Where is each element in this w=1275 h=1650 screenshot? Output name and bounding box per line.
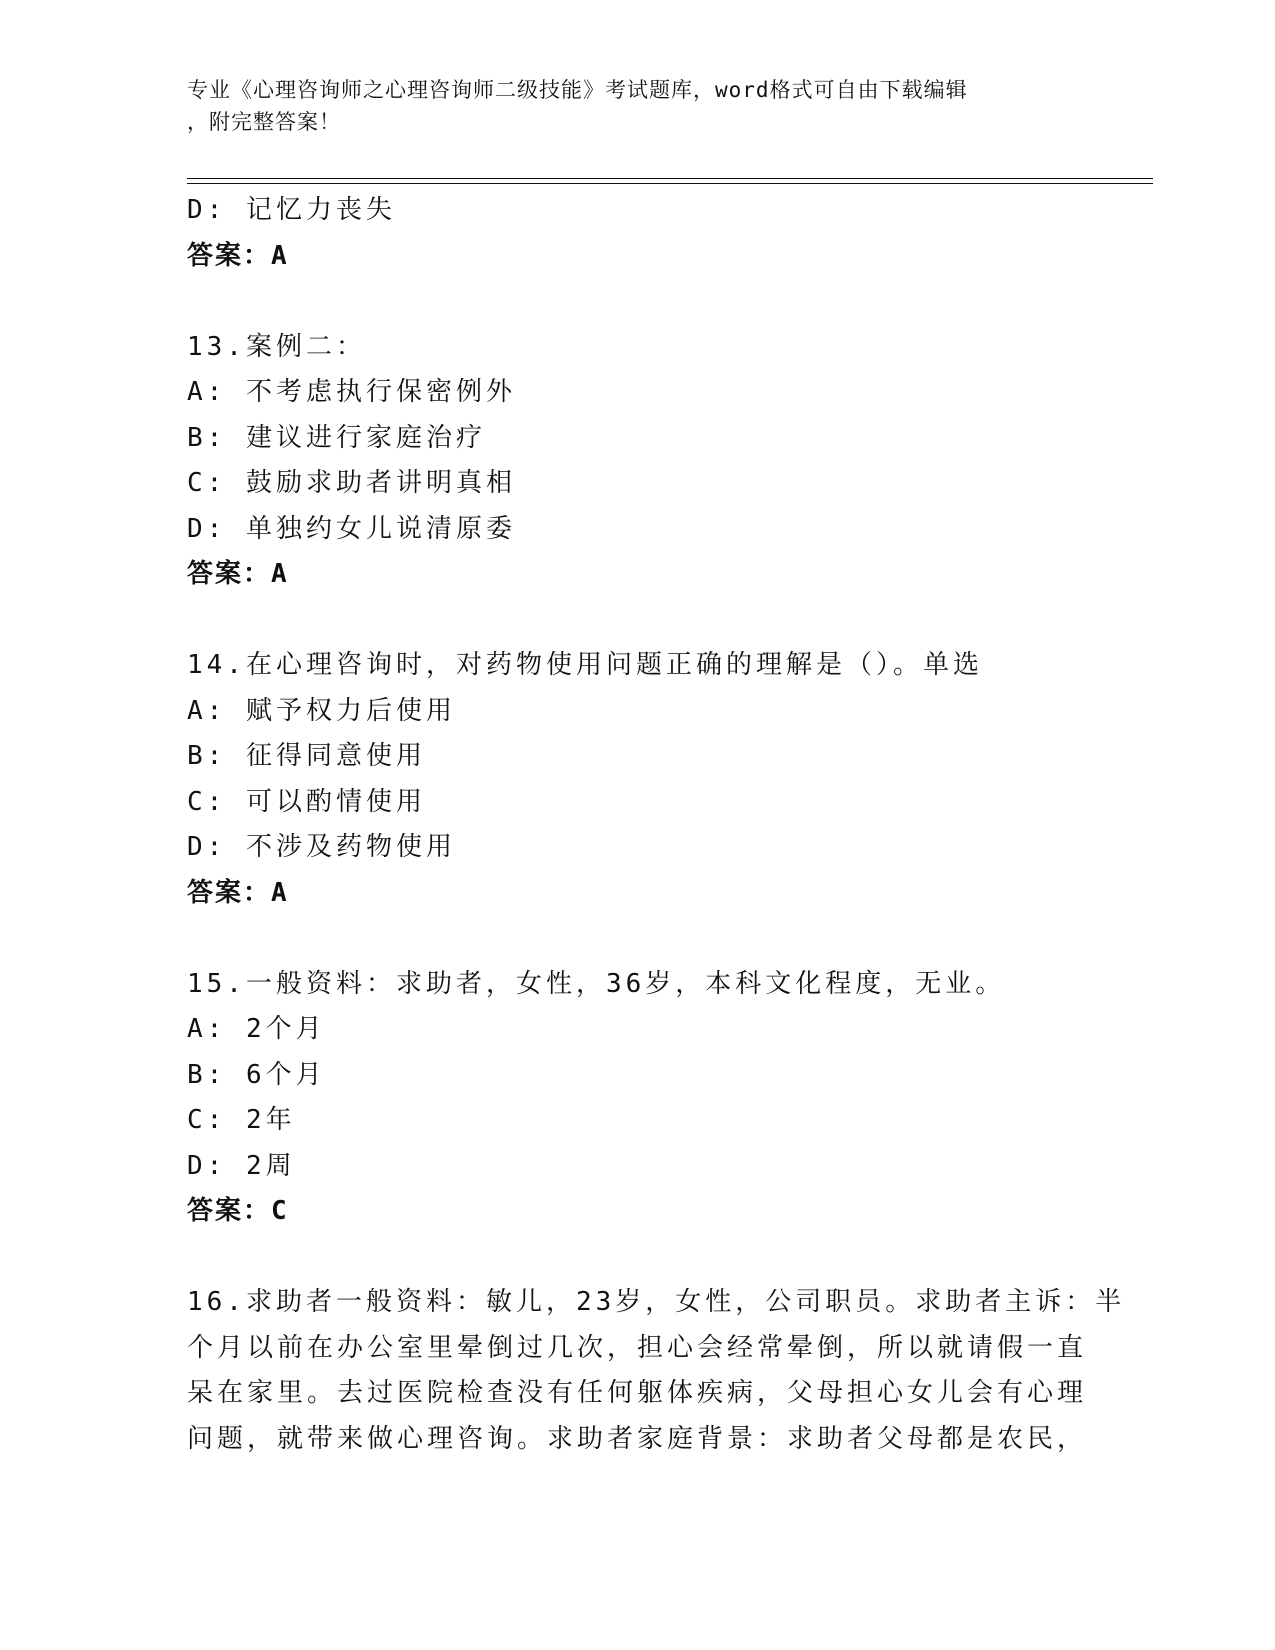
question-13 <box>187 325 1087 598</box>
option-b: B: 建议进行家庭治疗 <box>187 422 486 453</box>
option-b: B: 征得同意使用 <box>187 741 426 771</box>
option-c: C: 鼓励求助者讲明真相 <box>187 468 516 498</box>
question-16 <box>187 1280 1126 1462</box>
option-d: D: 不涉及药物使用 <box>187 832 456 862</box>
question-text-line: 呆在家里。去过医院检查没有任何躯体疾病，父母担心女儿会有心理 <box>187 1378 1088 1408</box>
option-d: D: 2周 <box>187 1150 296 1181</box>
question-stem: 15.一般资料：求助者，女性，36岁，本科文化程度，无业。 <box>187 968 1006 999</box>
document-header <box>187 74 1067 138</box>
option-a: A: 2个月 <box>187 1014 326 1044</box>
question-text-line: 问题，就带来做心理咨询。求助者家庭背景：求助者父母都是农民， <box>187 1423 1088 1454</box>
option-c: C: 可以酌情使用 <box>187 786 426 817</box>
spacer <box>187 1235 1087 1281</box>
header-title-line-continued: ，附完整答案！ <box>187 110 341 134</box>
question-text-line: 个月以前在办公室里晕倒过几次，担心会经常晕倒，所以就请假一直 <box>187 1332 1088 1363</box>
answer-line: 答案：A <box>187 559 289 589</box>
option-a: A: 赋予权力后使用 <box>187 695 456 726</box>
question-stem: 14.在心理咨询时，对药物使用问题正确的理解是（）。单选 <box>187 650 983 680</box>
spacer <box>187 598 1087 644</box>
header-title-line: 专业《心理咨询师之心理咨询师二级技能》考试题库，word格式可自由下载编辑 <box>187 78 968 102</box>
answer-line: 答案：A <box>187 240 289 271</box>
question-text-line: 16.求助者一般资料：敏儿，23岁，女性，公司职员。求助者主诉：半 <box>187 1287 1126 1317</box>
option-d: D: 记忆力丧失 <box>187 195 396 225</box>
option-a: A: 不考虑执行保密例外 <box>187 377 516 407</box>
header-divider-top <box>187 178 1153 179</box>
question-list <box>187 188 1126 1462</box>
option-d: D: 单独约女儿说清原委 <box>187 513 516 544</box>
option-c: C: 2年 <box>187 1105 296 1135</box>
spacer <box>187 279 1087 325</box>
header-divider-bottom <box>187 183 1153 184</box>
spacer <box>187 916 1087 962</box>
question-14 <box>187 643 1087 916</box>
answer-line: 答案：A <box>187 877 289 908</box>
question-stem: 13.案例二： <box>187 331 366 362</box>
answer-line: 答案：C <box>187 1196 289 1226</box>
option-b: B: 6个月 <box>187 1059 326 1090</box>
question-15 <box>187 962 1087 1235</box>
